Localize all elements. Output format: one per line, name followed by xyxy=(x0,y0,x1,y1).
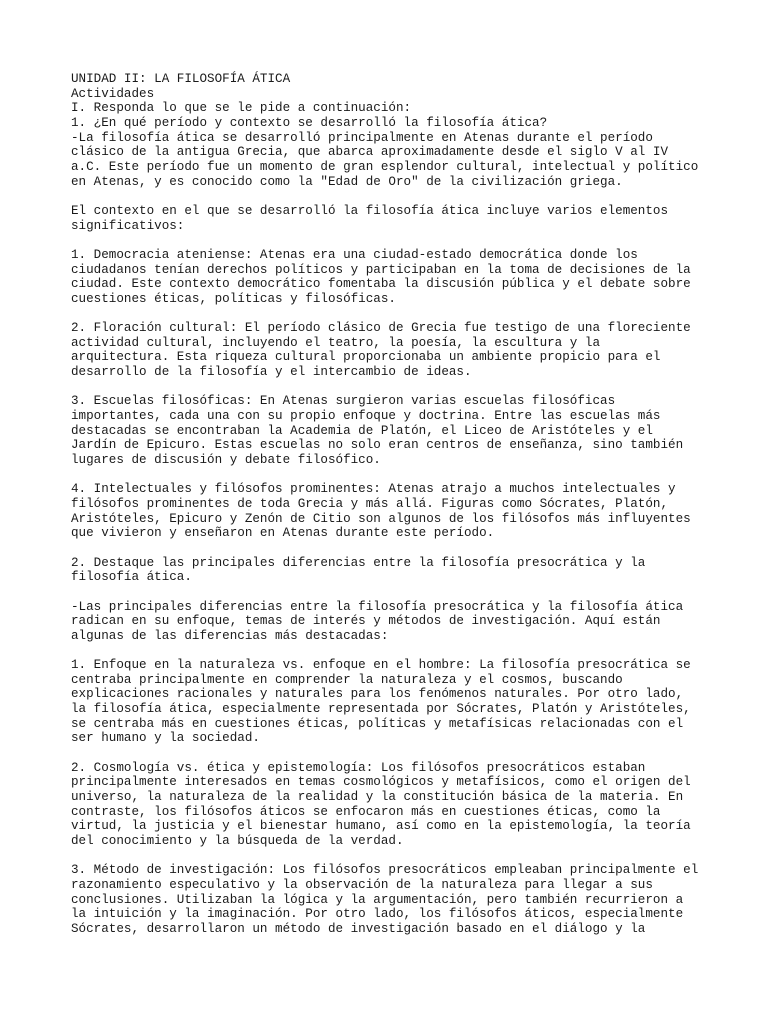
unit-title: UNIDAD II: LA FILOSOFÍA ÁTICA xyxy=(71,72,291,86)
paragraph-gap xyxy=(71,233,704,248)
text-line: lugares de discusión y debate filosófico. xyxy=(71,453,381,467)
text-line: arquitectura. Esta riqueza cultural proporcionaba un ambiente propicio para el xyxy=(71,350,661,365)
paragraph-escuelas xyxy=(71,394,704,467)
text-line: 1. Enfoque en la naturaleza vs. enfoque en el hombre: La filosofía presocrática se xyxy=(71,658,691,673)
text-line: explicaciones racionales y naturales para los fenómenos naturales. Por otro lado, xyxy=(71,687,684,702)
paragraph-gap xyxy=(71,746,704,761)
text-line: -Las principales diferencias entre la filosofía presocrática y la filosofía ática xyxy=(71,599,684,614)
instruction-line: I. Responda lo que se le pide a continuación: xyxy=(71,101,412,116)
text-line: en Atenas, y es conocido como la "Edad de Oro" de la civilización griega. xyxy=(71,174,623,189)
text-line: la filosofía ática, especialmente representada por Sócrates, Platón y Aristóteles, xyxy=(71,702,691,717)
paragraph-metodo xyxy=(71,863,704,936)
paragraph-gap xyxy=(71,849,704,864)
paragraph-gap xyxy=(71,643,704,658)
paragraph-floracion xyxy=(71,321,704,380)
paragraph-gap xyxy=(71,468,704,483)
document-header xyxy=(71,72,704,131)
paragraph-gap xyxy=(71,541,704,556)
text-line: se centraba más en cuestiones éticas, políticas y metafísicas relacionadas con el xyxy=(71,716,684,731)
text-line: destacadas se encontraban la Academia de Platón, el Liceo de Aristóteles y el xyxy=(71,423,653,438)
paragraph-gap xyxy=(71,380,704,395)
text-line: centraba principalmente en comprender la naturaleza y el cosmos, buscando xyxy=(71,672,623,687)
text-line: conclusiones. Utilizaban la lógica y la argumentación, pero también recurrieron a xyxy=(71,892,684,907)
text-line: -La filosofía ática se desarrolló principalmente en Atenas durante el período xyxy=(71,130,653,145)
question-2 xyxy=(71,556,704,585)
text-line: del conocimiento y la búsqueda de la verdad. xyxy=(71,833,404,848)
text-line: ciudadanos tenían derechos políticos y participaban en la toma de decisiones de la xyxy=(71,262,691,277)
paragraph-context-intro xyxy=(71,204,704,233)
text-line: ciudad. Este contexto democrático fomentaba la discusión pública y el debate sobre xyxy=(71,277,691,292)
paragraph-cosmologia xyxy=(71,761,704,849)
paragraph-answer-2 xyxy=(71,600,704,644)
text-line: la intuición y la imaginación. Por otro lado, los filósofos áticos, especialmente xyxy=(71,907,684,922)
text-line: cuestiones éticas, políticas y filosóficas. xyxy=(71,291,396,306)
text-line: 2. Floración cultural: El período clásico de Grecia fue testigo de una floreciente xyxy=(71,321,691,336)
text-line: Sócrates, desarrollaron un método de investigación basado en el diálogo y la xyxy=(71,921,646,936)
text-line: significativos: xyxy=(71,218,185,233)
text-line: El contexto en el que se desarrolló la filosofía ática incluye varios elementos xyxy=(71,203,669,218)
paragraph-intelectuales xyxy=(71,482,704,541)
text-line: que vivieron y enseñaron en Atenas durante este período. xyxy=(71,526,495,541)
text-line: desarrollo de la filosofía y el intercambio de ideas. xyxy=(71,365,472,380)
text-line: universo, la naturaleza de la realidad y la constitución básica de la materia. En xyxy=(71,790,684,805)
text-line: 1. Democracia ateniense: Atenas era una ciudad-estado democrática donde los xyxy=(71,247,638,262)
text-line: 3. Escuelas filosóficas: En Atenas surgieron varias escuelas filosóficas xyxy=(71,394,616,409)
text-line: 4. Intelectuales y filósofos prominentes: Atenas atrajo a muchos intelectuales y xyxy=(71,482,676,497)
text-line: Aristóteles, Epicuro y Zenón de Citio son algunos de los filósofos más influyentes xyxy=(71,511,691,526)
text-line: importantes, cada una con su propio enfoque y doctrina. Entre las escuelas más xyxy=(71,409,661,424)
text-line: actividad cultural, incluyendo el teatro, la poesía, la escultura y la xyxy=(71,335,601,350)
text-line: 3. Método de investigación: Los filósofos presocráticos empleaban principalmente el xyxy=(71,863,699,878)
text-line: filósofos prominentes de toda Grecia y más allá. Figuras como Sócrates, Platón, xyxy=(71,496,669,511)
question-1: 1. ¿En qué período y contexto se desarrolló la filosofía ática? xyxy=(71,115,548,130)
text-line: Jardín de Epicuro. Estas escuelas no solo eran centros de enseñanza, sino también xyxy=(71,438,684,453)
text-line: algunas de las diferencias más destacadas: xyxy=(71,628,389,643)
text-line: clásico de la antigua Grecia, que abarca aproximadamente desde el siglo V al IV xyxy=(71,145,669,160)
paragraph-gap xyxy=(71,585,704,600)
text-line: ser humano y la sociedad. xyxy=(71,731,260,746)
paragraph-democracia xyxy=(71,248,704,307)
section-label: Actividades xyxy=(71,86,155,101)
paragraph-enfoque xyxy=(71,658,704,746)
text-line: radican en su enfoque, temas de interés y métodos de investigación. Aquí están xyxy=(71,614,661,629)
paragraph-gap xyxy=(71,189,704,204)
text-line: filosofía ática. xyxy=(71,570,192,585)
text-line: virtud, la justicia y el bienestar humano, así como en la epistemología, la teoría xyxy=(71,819,691,834)
text-line: 2. Cosmología vs. ética y epistemología: Los filósofos presocráticos estaban xyxy=(71,760,646,775)
text-line: razonamiento especulativo y la observación de la naturaleza para llegar a sus xyxy=(71,877,653,892)
text-line: 2. Destaque las principales diferencias entre la filosofía presocrática y la xyxy=(71,555,646,570)
text-line: a.C. Este período fue un momento de gran esplendor cultural, intelectual y político xyxy=(71,159,699,174)
paragraph-answer-1 xyxy=(71,131,704,190)
paragraph-gap xyxy=(71,306,704,321)
text-line: contraste, los filósofos áticos se enfocaron más en cuestiones éticas, como la xyxy=(71,804,661,819)
text-line: principalmente interesados en temas cosmológicos y metafísicos, como el origen del xyxy=(71,775,691,790)
